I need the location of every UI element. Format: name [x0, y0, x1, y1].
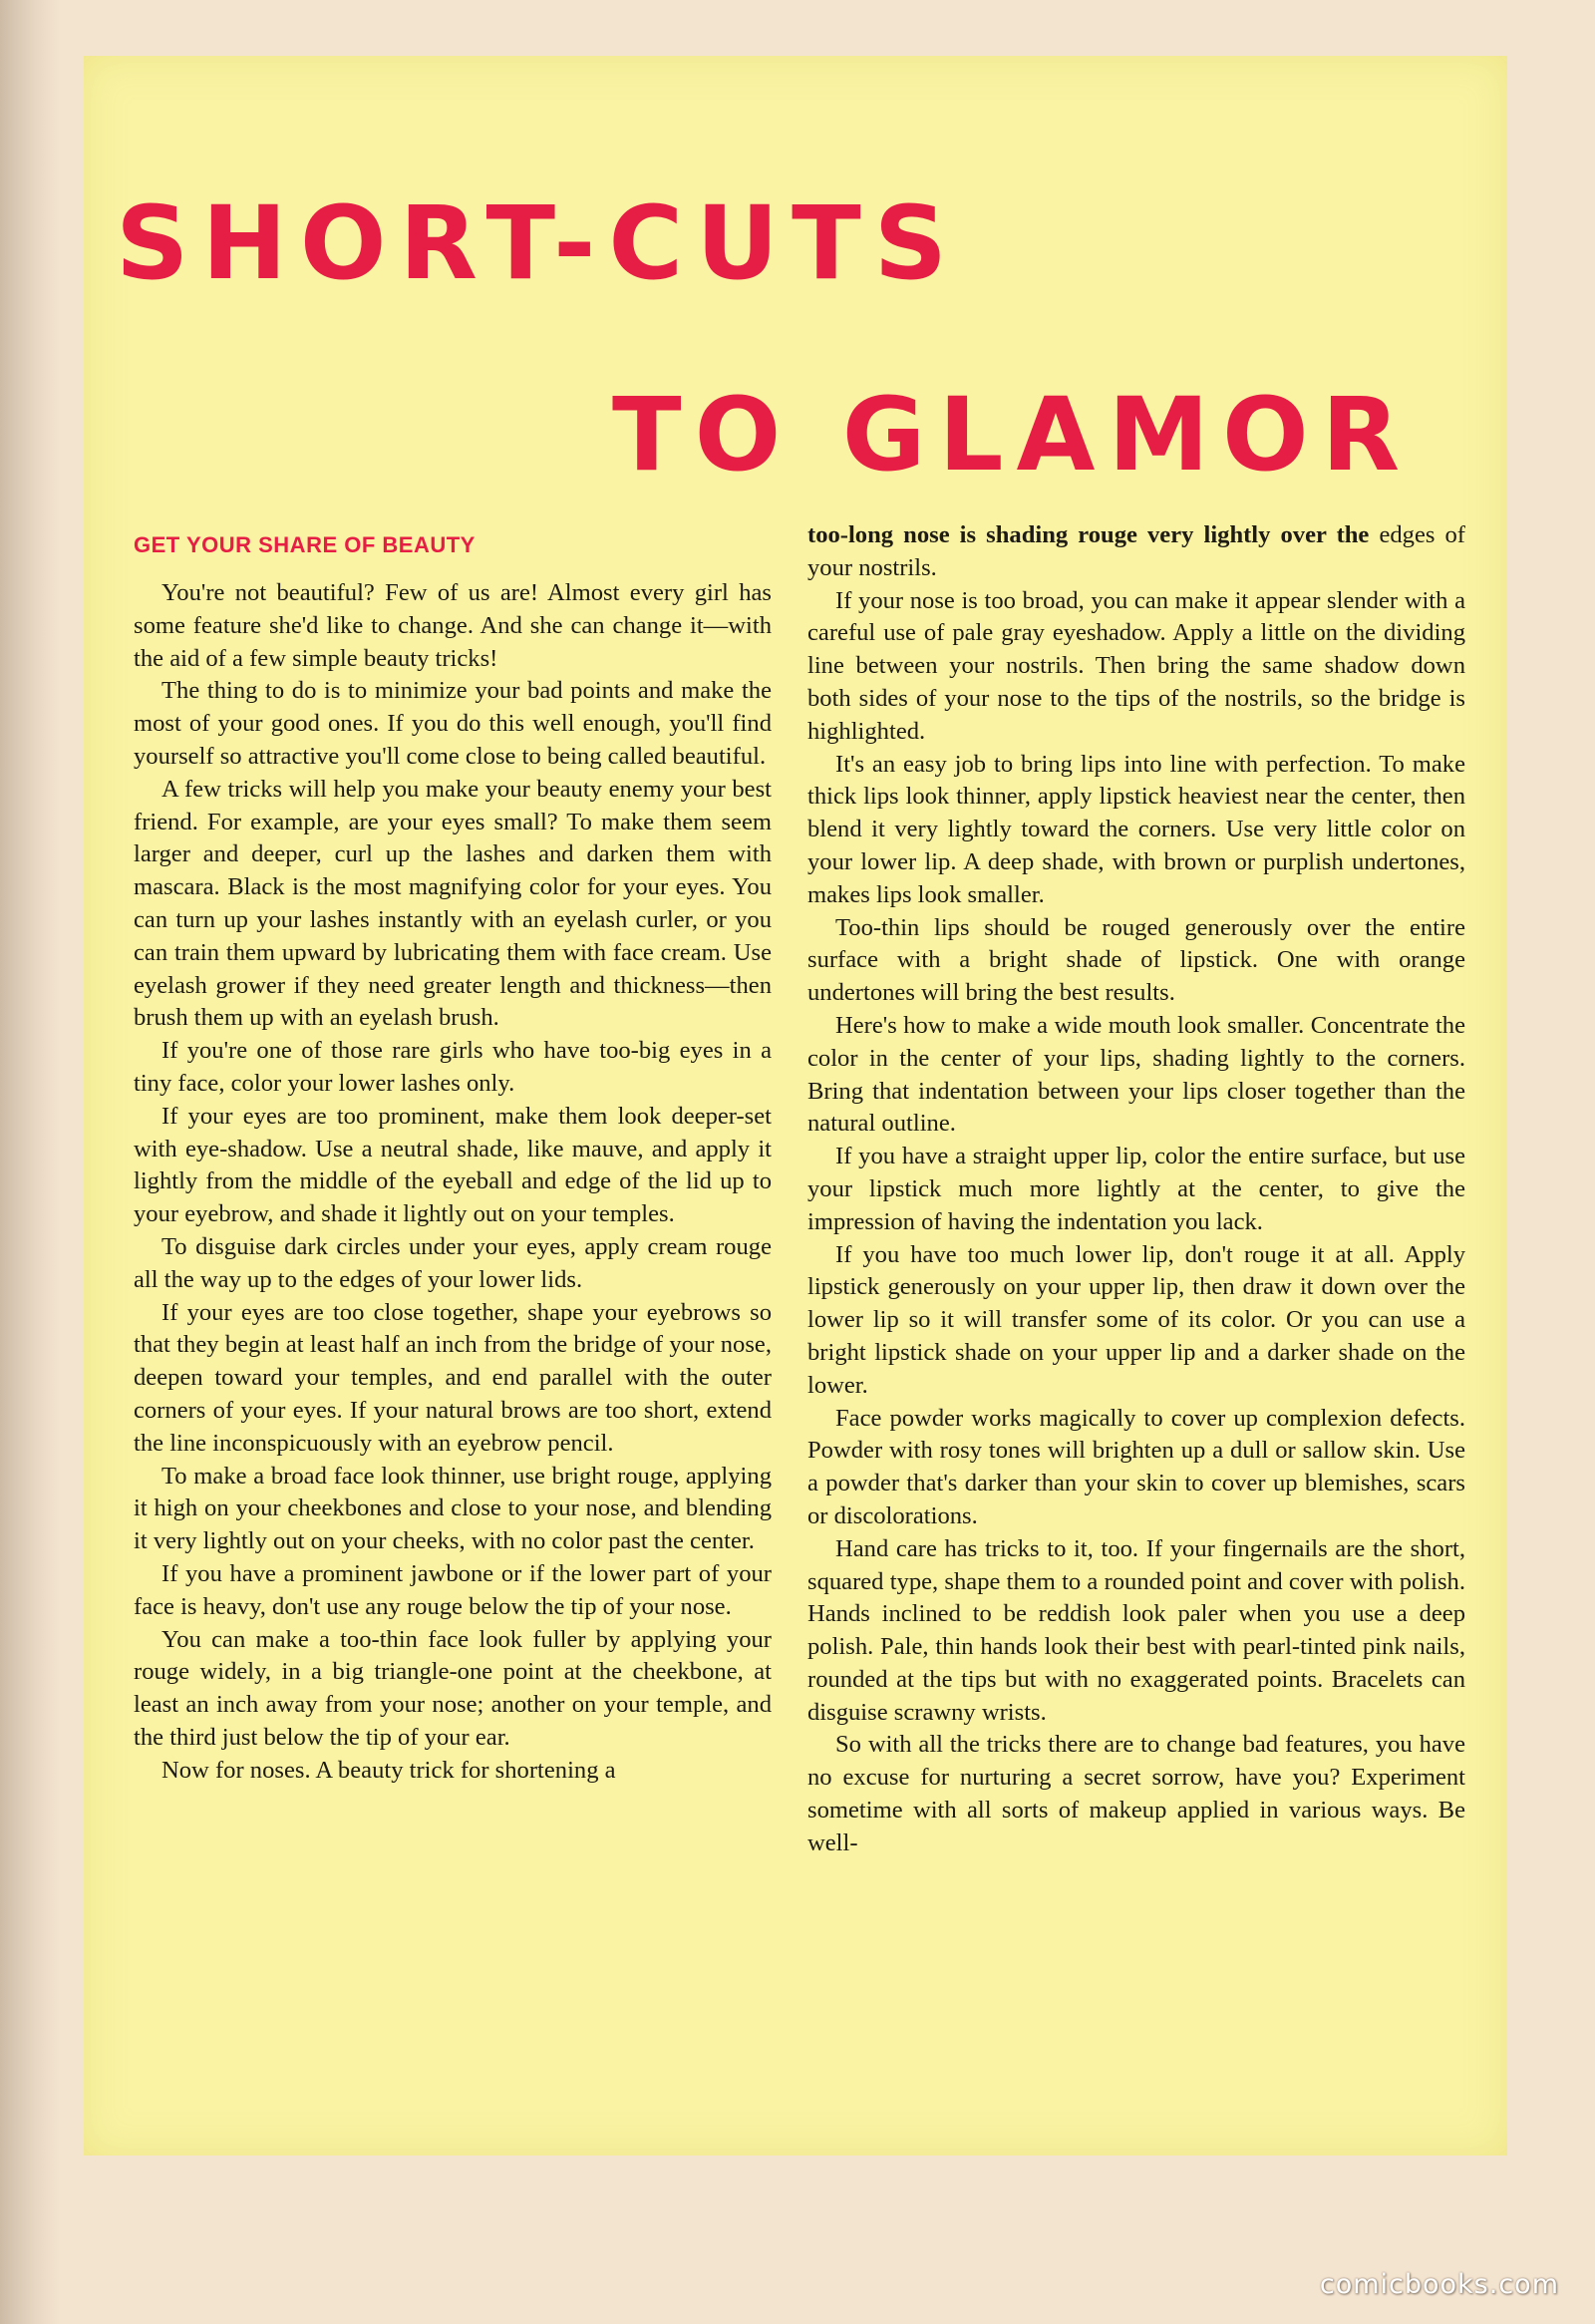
- paragraph: If your eyes are too prominent, make them look deeper-set with eye-shadow. Use a neutral shade, like mauve, and apply it lightly from the middle of the eyeball and edge of the lid up to your eyebrow, and shade it lightly out on your temples.: [134, 1102, 772, 1228]
- continued-paragraph: [807, 519, 1465, 585]
- paragraph: If your nose is too broad, you can make it appear slender with a careful use of pale gray eyeshadow. Apply a little on the dividing line between your nostrils. Then bring the same shadow down both sides of your nose to the tips of the nostrils, so the bridge is highlighted.: [807, 586, 1465, 745]
- article-title-line-1: SHORT-CUTS: [116, 184, 961, 303]
- paragraph: To make a broad face look thinner, use bright rouge, applying it high on your cheekbones and close to your nose, and blending it very lightly out on your cheeks, with no color past the center.: [134, 1462, 772, 1555]
- continued-rest: edges of your nostrils.: [807, 521, 1465, 581]
- paragraph: The thing to do is to minimize your bad points and make the most of your good ones. If you do this well enough, you'll find yourself so attractive you'll come close to being called beautiful.: [134, 677, 772, 770]
- paragraph: It's an easy job to bring lips into line with perfection. To make thick lips look thinner, apply lipstick heaviest near the center, then blend it very lightly toward the corners. Use very little color on your lower lip. A deep shade, with brown or purplish undertones, makes lips look smaller.: [807, 750, 1465, 908]
- paragraph: Hand care has tricks to it, too. If your fingernails are the short, squared type, shape them to a rounded point and cover with polish. Hands inclined to be reddish look paler when you use a deep polish. Pale, thin hands look their best with pearl-tinted pink nails, rounded at the tips but with no exaggerated points. Bracelets can disguise scrawny wrists.: [807, 1534, 1465, 1726]
- right-column: [807, 519, 1465, 1860]
- left-column: [134, 577, 772, 1787]
- paragraph: If you're one of those rare girls who have too-big eyes in a tiny face, color your lower lashes only.: [134, 1037, 772, 1097]
- paragraph: Face powder works magically to cover up complexion defects. Powder with rosy tones will brighten up a dull or sallow skin. Use a powder that's darker than your skin to cover up blemishes, scars or discolorations.: [807, 1404, 1465, 1529]
- paragraph: A few tricks will help you make your beauty enemy your best friend. For example, are your eyes small? To make them seem larger and deeper, curl up the lashes and darken them with mascara. Black is the most magnifying color for your eyes. You can turn up your lashes instantly with an eyelash curler, or you can train them upward by lubricating them with face cream. Use eyelash grower if they need greater length and thickness—then brush them up with an eyelash brush.: [134, 775, 772, 1032]
- paragraph: To disguise dark circles under your eyes, apply cream rouge all the way up to the edges of your lower lids.: [134, 1232, 772, 1293]
- page-gutter: [0, 0, 60, 2324]
- paragraph: Here's how to make a wide mouth look smaller. Concentrate the color in the center of your lips, shading lightly to the corners. Bring that indentation between your lips closer together than the natural outline.: [807, 1011, 1465, 1138]
- paragraph: If you have a straight upper lip, color the entire surface, but use your lipstick much more lightly at the center, to give the impression of having the indentation you lack.: [807, 1143, 1465, 1235]
- paragraph: You can make a too-thin face look fuller by applying your rouge widely, in a big triangle-one point at the cheekbone, at least an inch away from your nose; another on your temple, and the third just below the tip of your ear.: [134, 1625, 772, 1751]
- paragraph: Now for noses. A beauty trick for shortening a: [161, 1756, 616, 1784]
- paragraph: If your eyes are too close together, shape your eyebrows so that they begin at least half an inch from the bridge of your nose, deepen toward your temples, and end parallel with the outer corners of your eyes. If your natural brows are too short, extend the line inconspicuously with an eyebrow pencil.: [134, 1298, 772, 1457]
- paragraph: You're not beautiful? Few of us are! Almost every girl has some feature she'd like to change. And she can change it—with the aid of a few simple beauty tricks!: [134, 579, 772, 672]
- paragraph: If you have a prominent jawbone or if the lower part of your face is heavy, don't use any rouge below the tip of your nose.: [134, 1559, 772, 1620]
- continued-lead: too-long nose is shading rouge very lightly over the: [807, 521, 1370, 548]
- paragraph: If you have too much lower lip, don't rouge it at all. Apply lipstick generously on your upper lip, then draw it down over the lower lip so it will transfer some of its color. Or you can use a bright lipstick shade on your upper lip and a darker shade on the lower.: [807, 1240, 1465, 1399]
- article-panel: [84, 56, 1507, 2156]
- paragraph: So with all the tricks there are to change bad features, you have no excuse for nurturing a secret sorrow, have you? Experiment sometime with all sorts of makeup applied in various ways. Be well-: [807, 1731, 1465, 1856]
- section-heading: GET YOUR SHARE OF BEAUTY: [134, 532, 476, 557]
- watermark: comicbooks.com: [1319, 2269, 1559, 2300]
- article-title-line-2: TO GLAMOR: [612, 376, 1414, 495]
- paragraph: Too-thin lips should be rouged generously over the entire surface with a bright shade of lipstick. One with orange undertones will bring the best results.: [807, 913, 1465, 1007]
